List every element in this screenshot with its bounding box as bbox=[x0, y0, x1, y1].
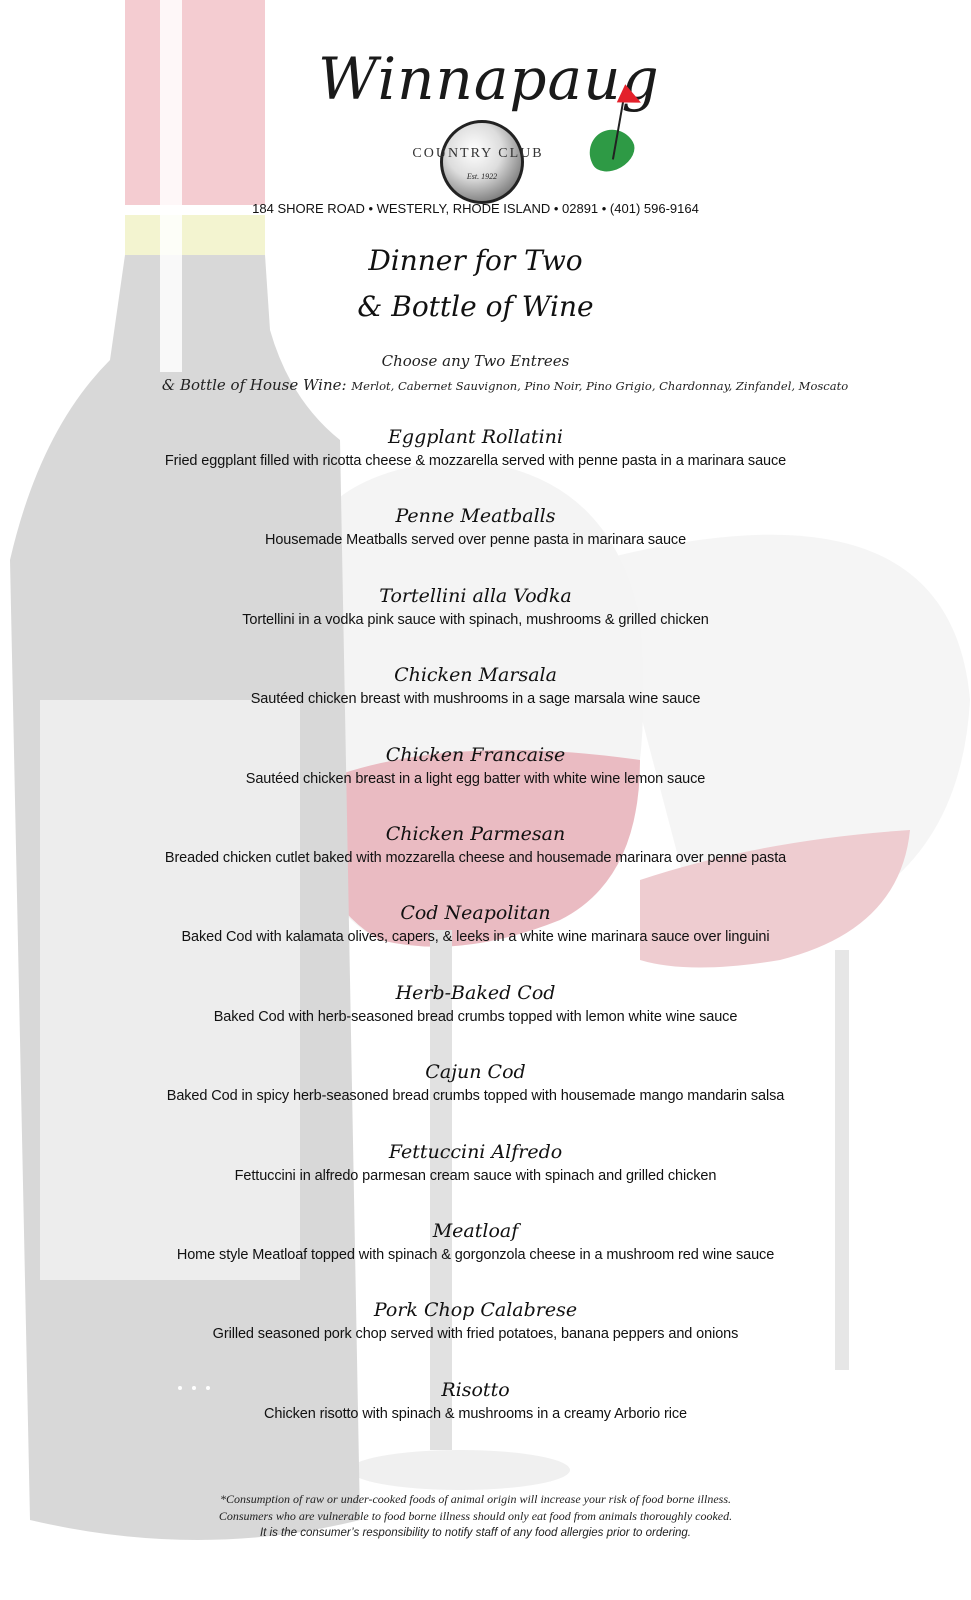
menu-item bbox=[0, 899, 951, 978]
menu-item-name: Tortellini alla Vodka bbox=[379, 584, 572, 607]
disclaimer-line-3: It is the consumer’s responsibility to notify staff of any food allergies prior to ordering. bbox=[259, 1527, 692, 1539]
food-safety-disclaimer bbox=[0, 1491, 951, 1542]
menu-item-name: Meatloaf bbox=[432, 1219, 519, 1242]
menu-item-name: Risotto bbox=[441, 1378, 510, 1401]
menu-item bbox=[0, 1138, 951, 1217]
menu-item bbox=[0, 661, 951, 740]
menu-item bbox=[0, 1058, 951, 1137]
menu-item-name: Pork Chop Calabrese bbox=[373, 1299, 578, 1322]
menu-item-name: Cajun Cod bbox=[425, 1061, 526, 1084]
menu-item bbox=[0, 502, 951, 581]
menu-item bbox=[0, 820, 951, 899]
menu-item bbox=[0, 423, 951, 502]
menu-item-description: Fried eggplant filled with ricotta cheese & mozzarella served with penne pasta in a marinara sauce bbox=[164, 453, 787, 469]
menu-item-description: Tortellini in a vodka pink sauce with spinach, mushrooms & grilled chicken bbox=[242, 611, 709, 628]
choose-instructions: Choose any Two Entrees bbox=[381, 352, 570, 370]
menu-item-name: Chicken Parmesan bbox=[385, 822, 566, 845]
disclaimer-line-1: *Consumption of raw or under-cooked foods of animal origin will increase your risk of food borne illness. bbox=[220, 1492, 731, 1506]
club-address: 184 SHORE ROAD • WESTERLY, RHODE ISLAND • 02891 • (401) 596-9164 bbox=[252, 201, 699, 216]
disclaimer-line-2: Consumers who are vulnerable to food borne illness should only eat food from animals thoroughly cooked. bbox=[218, 1509, 733, 1523]
logo-script-text: Winnapaug bbox=[318, 45, 660, 113]
menu-item-description: Grilled seasoned pork chop served with fried potatoes, banana peppers and onions bbox=[212, 1326, 739, 1343]
menu-item-name: Cod Neapolitan bbox=[400, 902, 551, 925]
menu-item-description: Breaded chicken cutlet baked with mozzarella cheese and housemade marinara over penne pasta bbox=[164, 849, 787, 866]
menu-item-description: Housemade Meatballs served over penne pasta in marinara sauce bbox=[264, 532, 687, 549]
putting-green-icon bbox=[581, 121, 641, 179]
menu-item bbox=[0, 1376, 951, 1455]
page-title-line-2: & Bottle of Wine bbox=[357, 290, 594, 323]
menu-item bbox=[0, 979, 951, 1058]
menu-item-description: Home style Meatloaf topped with spinach & gorgonzola cheese in a mushroom red wine sauce bbox=[176, 1246, 775, 1263]
menu-item-description: Baked Cod with herb-seasoned bread crumbs topped with lemon white wine sauce bbox=[213, 1008, 738, 1025]
menu-item-description: Sautéed chicken breast with mushrooms in a sage marsala wine sauce bbox=[250, 691, 701, 708]
entree-list bbox=[0, 423, 951, 1455]
logo-subtitle: COUNTRY CLUB bbox=[412, 146, 544, 161]
menu-item-description: Chicken risotto with spinach & mushrooms in a creamy Arborio rice bbox=[263, 1405, 688, 1422]
menu-item-description: Sautéed chicken breast in a light egg batter with white wine lemon sauce bbox=[245, 770, 706, 787]
club-logo bbox=[318, 42, 660, 202]
menu-item-name: Eggplant Rollatini bbox=[388, 426, 563, 448]
menu-item bbox=[0, 582, 951, 661]
menu-item-name: Chicken Marsala bbox=[394, 664, 557, 687]
golf-ball-icon bbox=[440, 120, 524, 204]
house-wine-line bbox=[0, 376, 971, 394]
menu-item-name: Penne Meatballs bbox=[395, 505, 556, 528]
menu-item-name: Chicken Francaise bbox=[385, 743, 566, 766]
house-wine-list: Merlot, Cabernet Sauvignon, Pino Noir, Pino Grigio, Chardonnay, Zinfandel, Moscato bbox=[351, 379, 849, 393]
menu-item-description: Fettuccini in alfredo parmesan cream sauce with spinach and grilled chicken bbox=[234, 1167, 717, 1184]
menu-item-name: Herb-Baked Cod bbox=[395, 981, 556, 1004]
house-wine-label: & Bottle of House Wine: bbox=[161, 376, 347, 394]
menu-item-description: Baked Cod with kalamata olives, capers, & leeks in a white wine marinara sauce over linguini bbox=[181, 929, 770, 946]
page-title-line-1: Dinner for Two bbox=[368, 244, 583, 277]
logo-established: Est. 1922 bbox=[466, 172, 498, 181]
menu-item bbox=[0, 1296, 951, 1375]
menu-item bbox=[0, 1217, 951, 1296]
menu-item-name: Fettuccini Alfredo bbox=[388, 1140, 563, 1163]
menu-item-description: Baked Cod in spicy herb-seasoned bread crumbs topped with housemade mango mandarin salsa bbox=[166, 1088, 785, 1105]
menu-item bbox=[0, 741, 951, 820]
